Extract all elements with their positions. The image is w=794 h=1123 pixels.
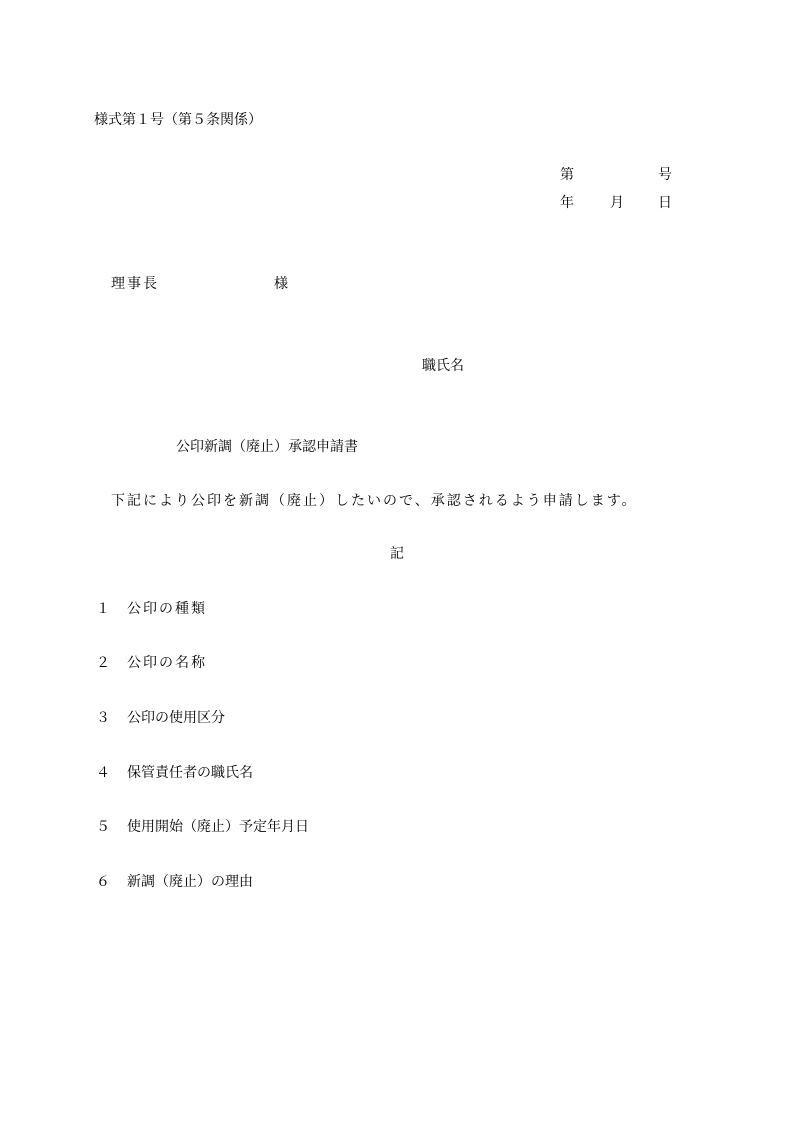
item-label: 公印の名称	[127, 655, 207, 671]
document-title: 公印新調（廃止）承認申請書	[176, 439, 358, 455]
date-month: 月	[610, 195, 624, 211]
item-number: ２	[96, 655, 110, 671]
form-number: 様式第１号（第５条関係）	[94, 112, 262, 128]
item-label: 保管責任者の職氏名	[127, 765, 253, 781]
date-day: 日	[658, 195, 672, 211]
item-label: 公印の使用区分	[127, 710, 225, 726]
body-text: 下記により公印を新調（廃止）したいので、承認されるよう申請します。	[111, 493, 638, 509]
addressee-title: 理事長	[111, 276, 159, 292]
item-number: ５	[96, 819, 110, 835]
item-number: ４	[96, 765, 110, 781]
doc-number-go: 号	[658, 167, 672, 183]
item-label: 公印の種類	[127, 601, 207, 617]
doc-number-dai: 第	[560, 167, 574, 183]
item-number: ６	[96, 874, 110, 890]
item-number: １	[96, 601, 110, 617]
ki-heading: 記	[390, 546, 404, 562]
item-label: 新調（廃止）の理由	[127, 874, 253, 890]
applicant-label: 職氏名	[422, 358, 464, 374]
addressee-honorific: 様	[274, 276, 288, 292]
date-year: 年	[560, 195, 574, 211]
item-number: ３	[96, 710, 110, 726]
item-label: 使用開始（廃止）予定年月日	[127, 819, 309, 835]
